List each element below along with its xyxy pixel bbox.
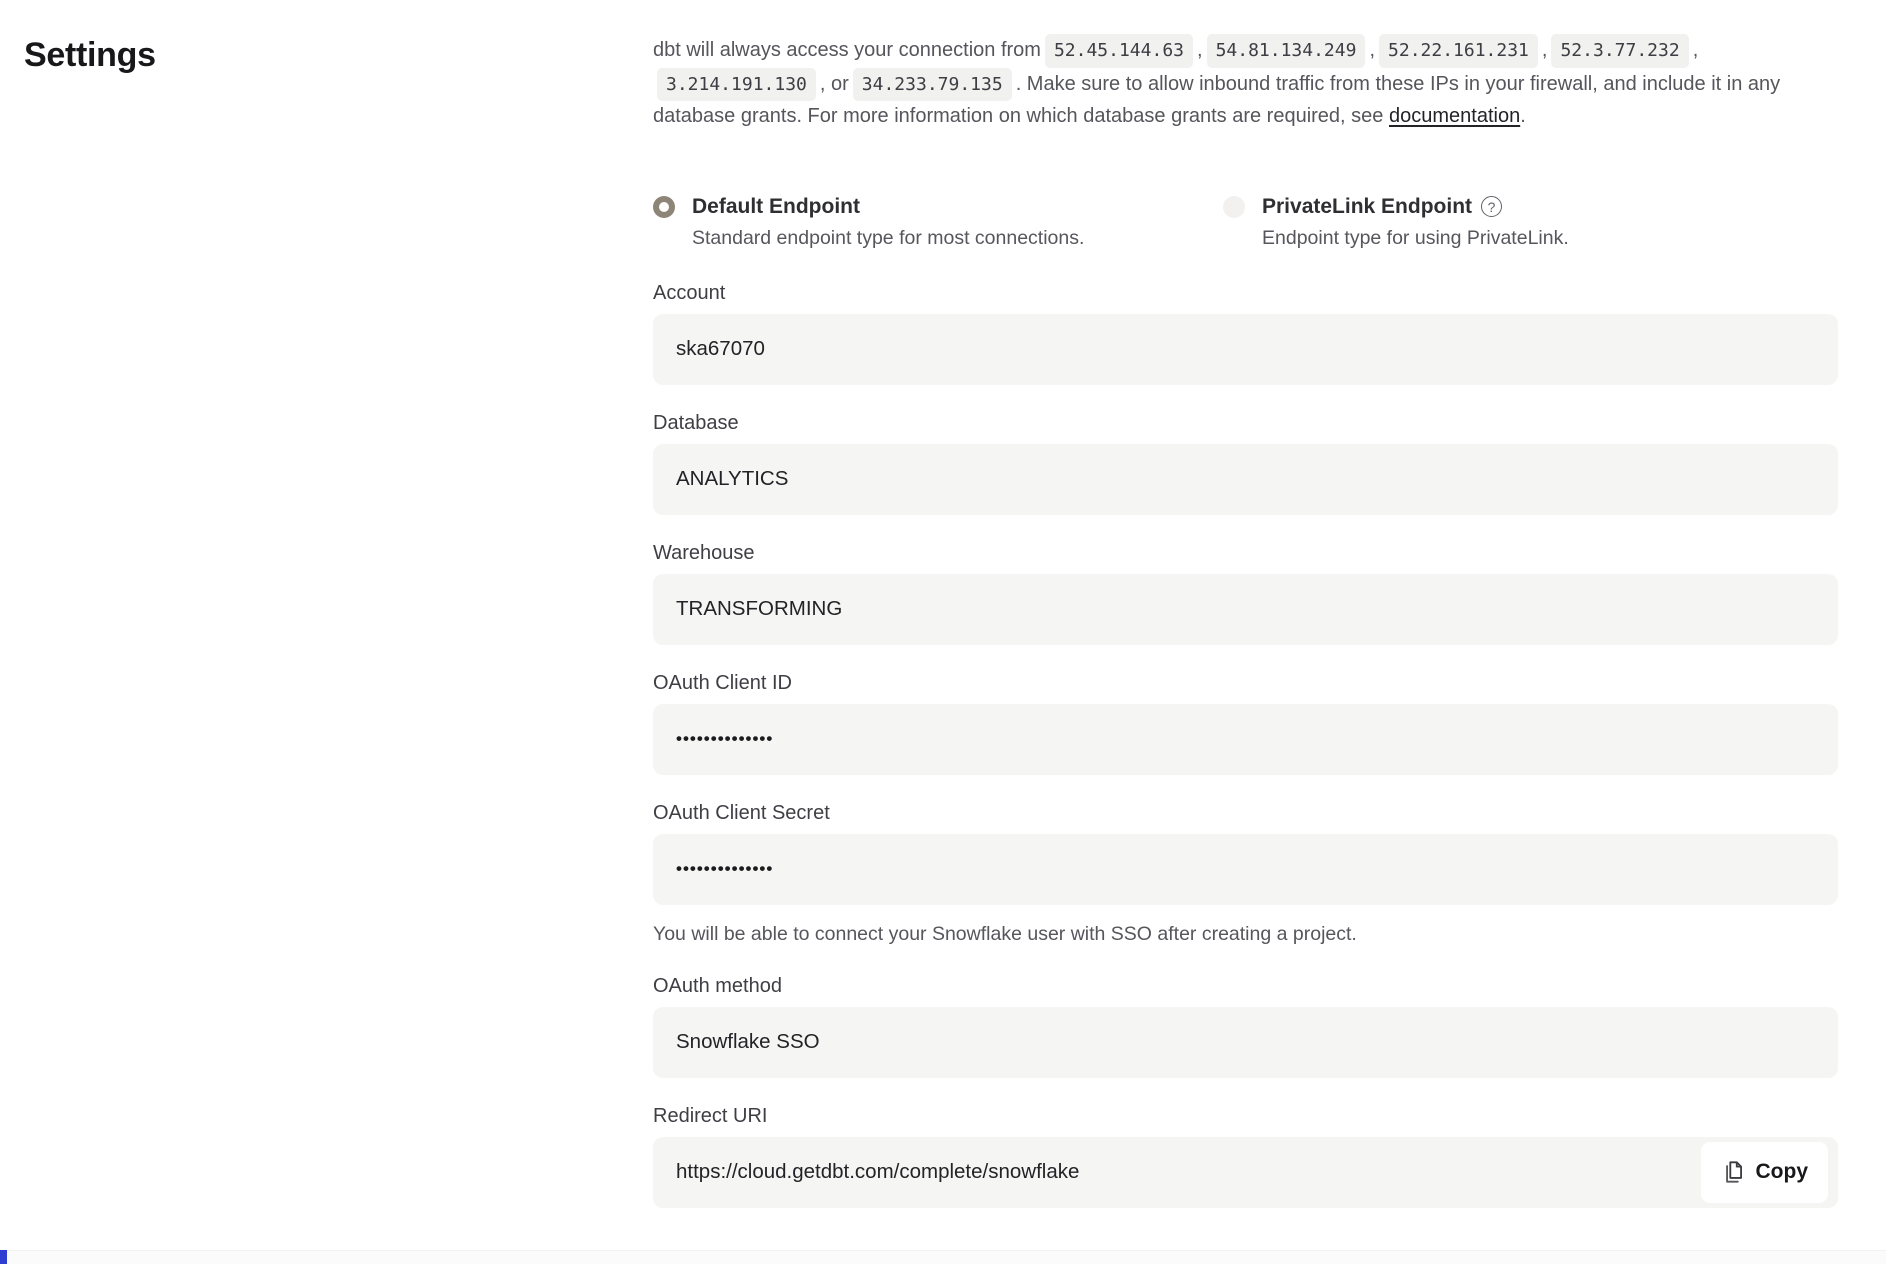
oauth-client-secret-label: OAuth Client Secret: [653, 801, 830, 824]
database-value: ANALYTICS: [676, 467, 789, 490]
default-endpoint-option[interactable]: [653, 193, 1223, 252]
ip-chip: 3.214.191.130: [657, 68, 816, 102]
endpoint-option-description: Standard endpoint type for most connections.: [692, 226, 1085, 249]
radio-selected-icon[interactable]: [653, 196, 675, 218]
comma-separator: ,: [1197, 39, 1203, 61]
oauth-method-label: OAuth method: [653, 974, 782, 997]
account-label: Account: [653, 281, 726, 304]
endpoint-option-label: [1262, 193, 1569, 221]
warehouse-input[interactable]: [653, 574, 1838, 645]
endpoint-type-radio-group: [653, 193, 1838, 252]
ip-chip: 34.233.79.135: [853, 68, 1012, 102]
database-field-block: [653, 412, 1838, 515]
ip-chip: 54.81.134.249: [1207, 34, 1366, 68]
oauth-client-id-label: OAuth Client ID: [653, 671, 792, 694]
documentation-link[interactable]: documentation: [1388, 105, 1521, 127]
sso-helper-text: You will be able to connect your Snowflake user with SSO after creating a project.: [653, 922, 1357, 945]
oauth-client-id-input[interactable]: [653, 704, 1838, 775]
copy-button[interactable]: [1701, 1142, 1829, 1203]
privatelink-endpoint-option[interactable]: [1223, 193, 1569, 252]
oauth-client-secret-input[interactable]: [653, 834, 1838, 905]
endpoint-option-label-text: PrivateLink Endpoint: [1262, 194, 1473, 218]
privatelink-endpoint-text: [1262, 193, 1569, 252]
comma-separator: ,: [1692, 39, 1699, 61]
warehouse-label: Warehouse: [653, 541, 755, 564]
warehouse-field-block: [653, 542, 1838, 645]
ip-chip: 52.22.161.231: [1379, 34, 1538, 68]
oauth-client-id-masked-value: ••••••••••••••: [676, 729, 774, 748]
notice-intro: dbt will always access your connection from: [653, 39, 1041, 61]
footer-strip: [0, 1250, 1886, 1264]
ip-allowlist-notice: [653, 34, 1838, 133]
database-label: Database: [653, 411, 739, 434]
endpoint-option-description: Endpoint type for using PrivateLink.: [1262, 226, 1569, 249]
redirect-uri-label: Redirect URI: [653, 1104, 768, 1127]
database-input[interactable]: [653, 444, 1838, 515]
comma-separator: ,: [1369, 39, 1376, 61]
copy-button-label: Copy: [1755, 1160, 1808, 1183]
notice-body: . Make sure to allow inbound traffic from these IPs in your firewall, and include it in any database grants. For more information on which database grants are required, see: [653, 72, 1781, 127]
oauth-client-secret-masked-value: ••••••••••••••: [676, 859, 774, 878]
oauth-method-value: Snowflake SSO: [676, 1030, 820, 1053]
comma-separator: ,: [1541, 39, 1548, 61]
account-field-block: [653, 282, 1838, 385]
oauth-client-id-field-block: [653, 672, 1838, 775]
default-endpoint-text: [692, 193, 1084, 252]
page-title: Settings: [24, 36, 156, 74]
connection-settings-panel: [653, 34, 1838, 1235]
ip-chip: 52.3.77.232: [1551, 34, 1688, 68]
redirect-uri-field-block: [653, 1105, 1838, 1208]
copy-icon: [1721, 1158, 1745, 1186]
redirect-uri-value: https://cloud.getdbt.com/complete/snowflake: [676, 1160, 1080, 1183]
oauth-client-secret-field-block: [653, 802, 1838, 905]
or-separator: , or: [819, 72, 849, 95]
footer-accent-bar: [0, 1250, 7, 1264]
notice-period: .: [1520, 105, 1526, 127]
help-question-icon[interactable]: ?: [1481, 196, 1502, 217]
oauth-method-field-block: [653, 975, 1838, 1078]
endpoint-option-label-text: Default Endpoint: [692, 194, 860, 218]
account-input[interactable]: [653, 314, 1838, 385]
warehouse-value: TRANSFORMING: [676, 597, 843, 620]
oauth-method-select[interactable]: [653, 1007, 1838, 1078]
redirect-uri-input[interactable]: [653, 1137, 1838, 1208]
ip-chip: 52.45.144.63: [1045, 34, 1193, 68]
radio-unselected-icon[interactable]: [1223, 196, 1245, 218]
endpoint-option-label: [692, 193, 1084, 221]
account-value: ska67070: [676, 337, 765, 360]
